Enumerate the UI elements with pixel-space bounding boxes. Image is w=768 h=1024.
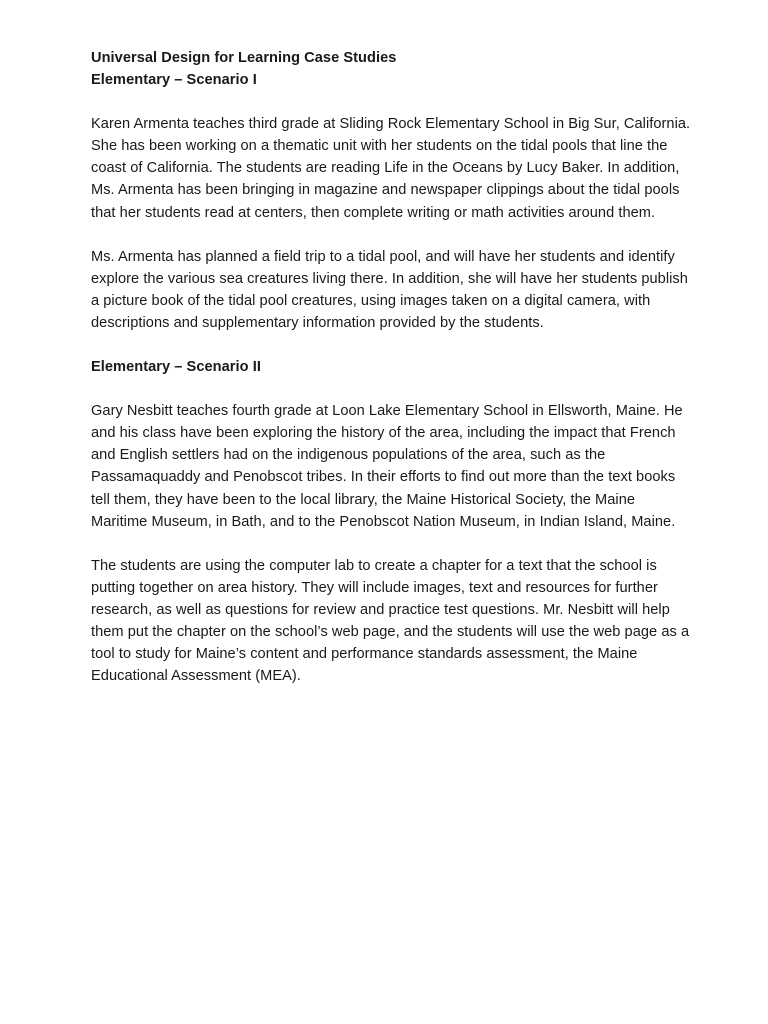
section-2-heading: Elementary – Scenario II	[91, 359, 261, 376]
document-title: Universal Design for Learning Case Studies	[91, 50, 397, 66]
section-1-paragraph-1: Karen Armenta teaches third grade at Sliding Rock Elementary School in Big Sur, California. She has been working on a thematic unit with her students on the tidal pools that line the coast of California. The students are reading Life in the Oceans by Lucy Baker. In addition, Ms. Armenta has been bringing in magazine and newspaper clippings about the tidal pools that her students read at centers, then complete writing or math activities around them.	[91, 116, 691, 221]
section-2-paragraph-1: Gary Nesbitt teaches fourth grade at Loon Lake Elementary School in Ellsworth, Maine. He and his class have been exploring the history of the area, including the impact that French and English settlers had on the indigenous populations of the area, such as the Passamaquaddy and Penobscot tribes. In their efforts to find out more than the text books tell them, they have been to the local library, the Maine Historical Society, the Maine Maritime Museum, in Bath, and to the Penobscot Nation Museum, in Indian Island, Maine.	[91, 403, 683, 530]
spacer	[91, 378, 691, 400]
section-2-paragraph-2: The students are using the computer lab to create a chapter for a text that the school is putting together on area history. They will include images, text and resources for further research, as well as questions for review and practice test questions. Mr. Nesbitt will help them put the chapter on the school’s web page, and the students will use the web page as a tool to study for Maine’s content and performance standards assessment, the Maine Educational Assessment (MEA).	[91, 557, 690, 685]
document-page	[91, 47, 691, 709]
spacer	[91, 91, 691, 113]
section-1-paragraph-2: Ms. Armenta has planned a field trip to a tidal pool, and will have her students and identify explore the various sea creatures living there. In addition, she will have her students publish a picture book of the tidal pool creatures, using images taken on a digital camera, with descriptions and supplementary information provided by the students.	[91, 248, 688, 331]
section-1-heading: Elementary – Scenario I	[91, 72, 257, 89]
